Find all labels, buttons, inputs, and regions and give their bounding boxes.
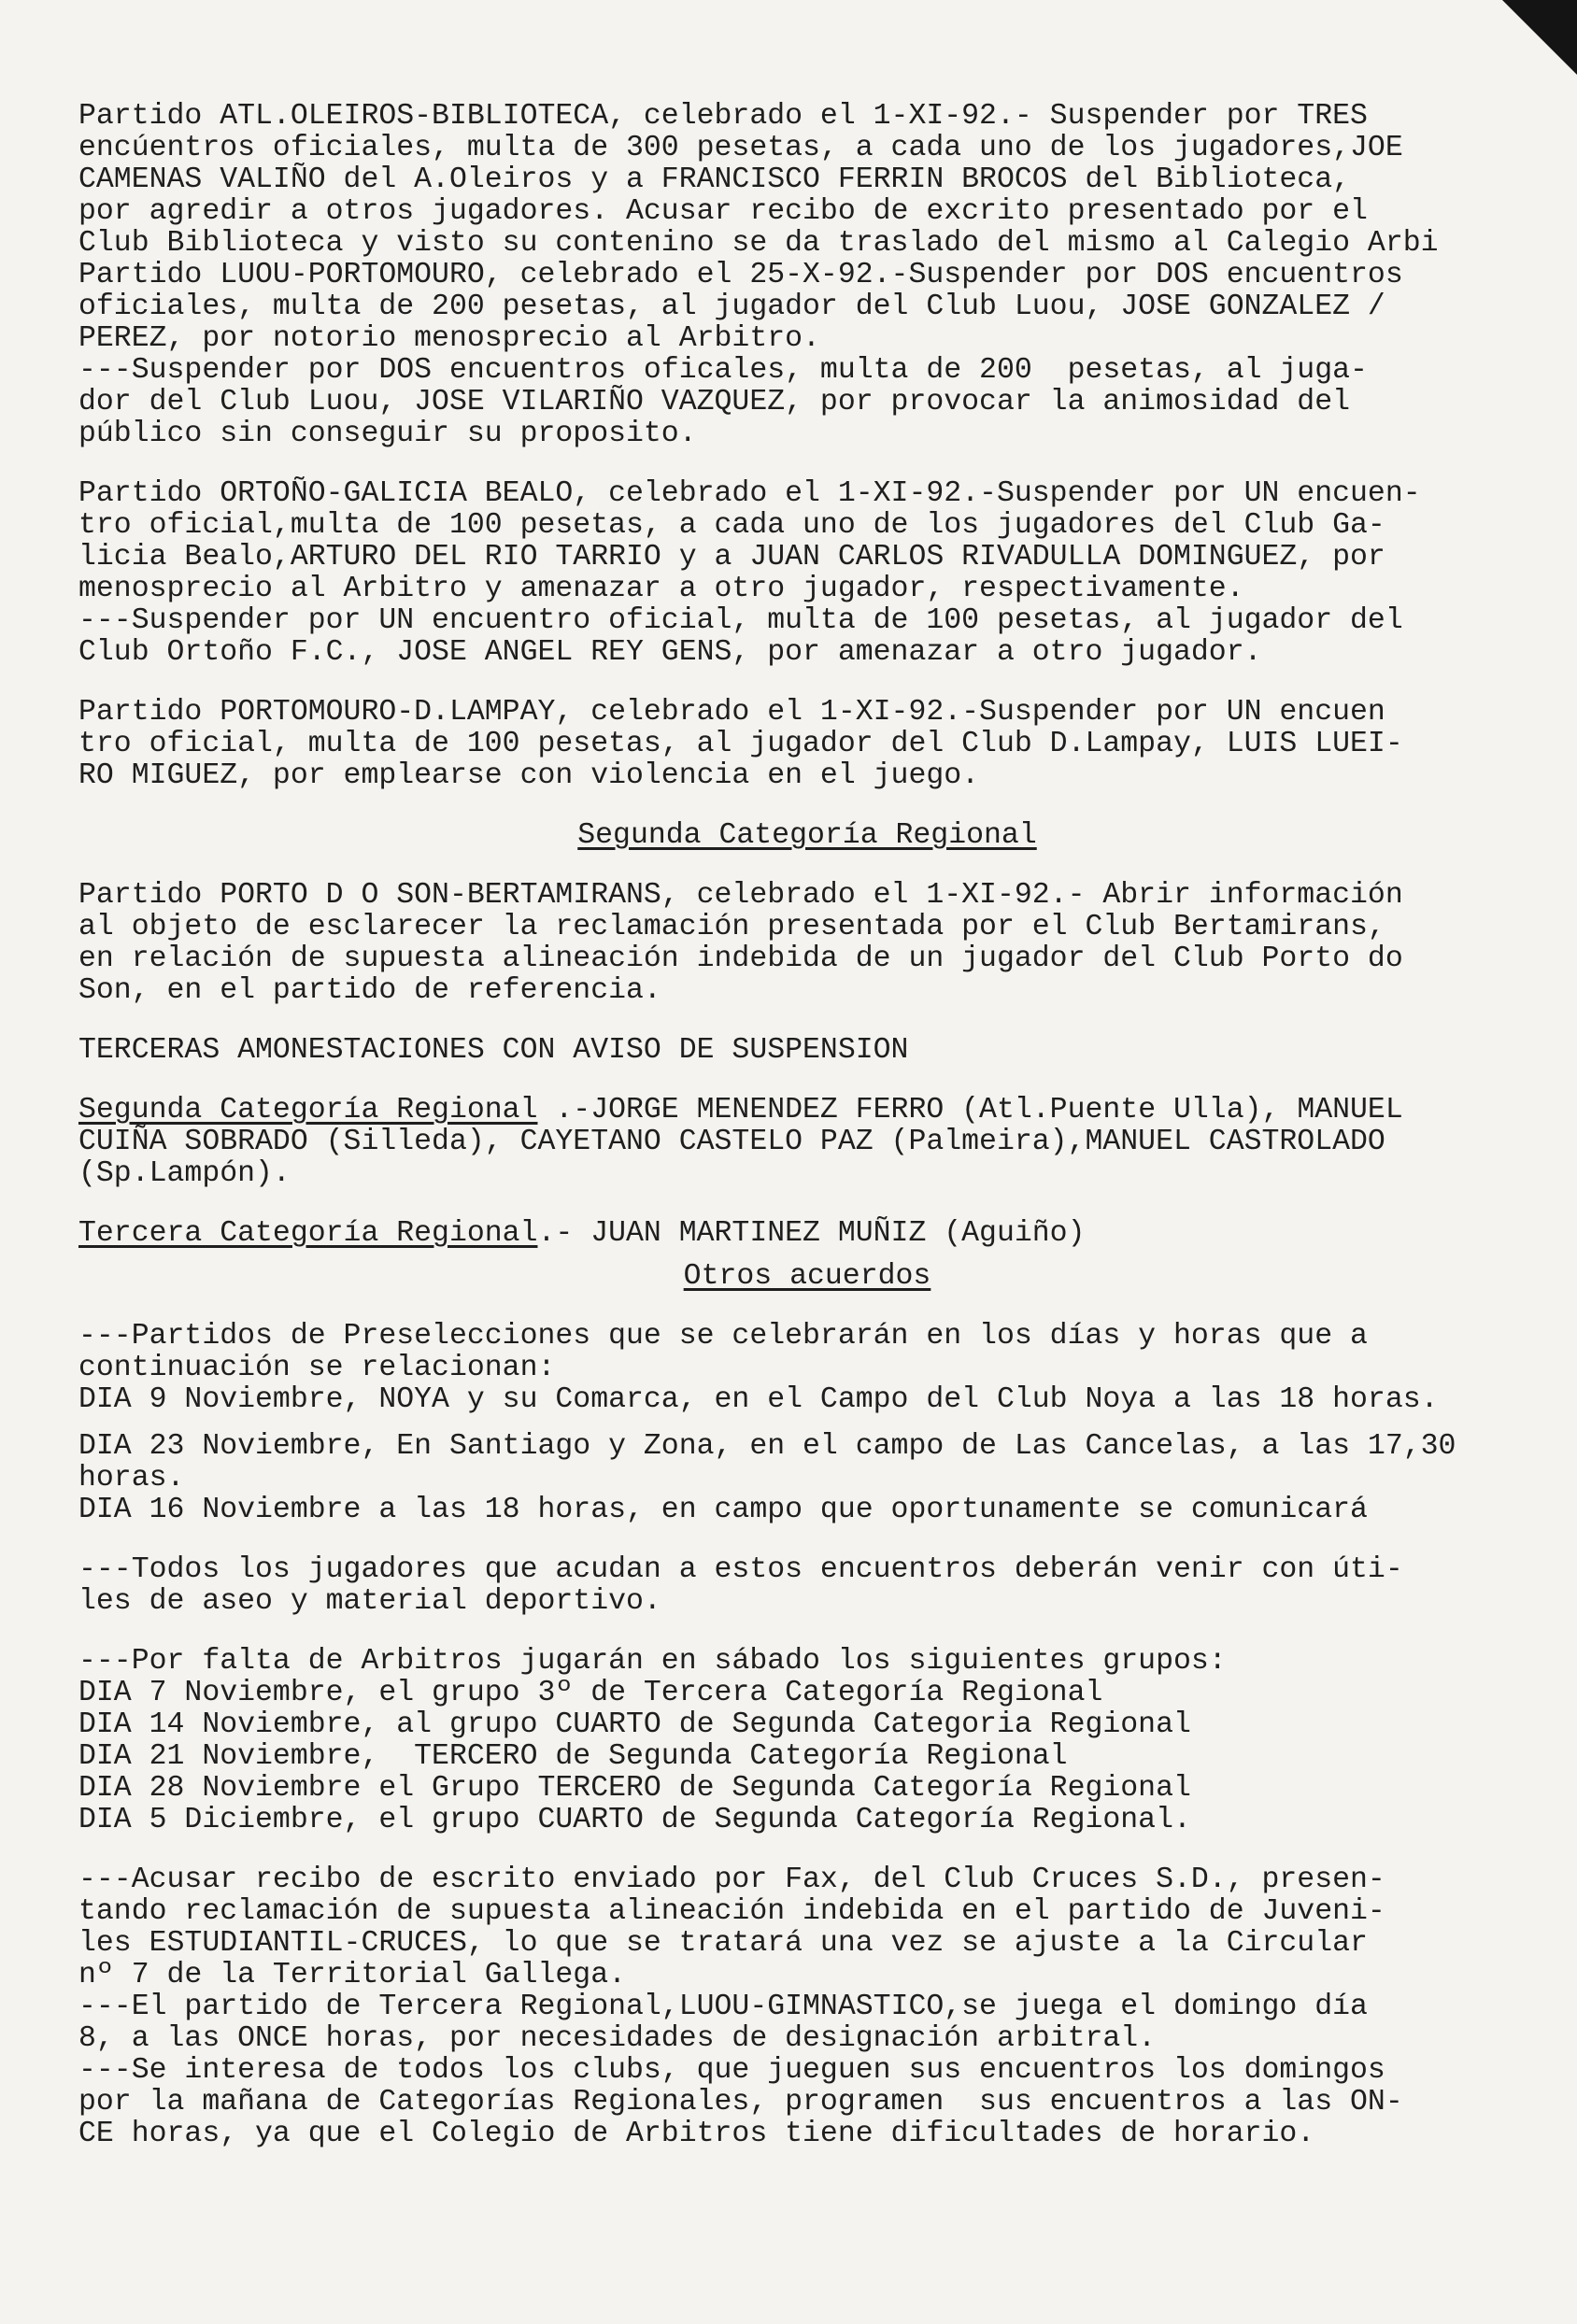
text-line: ---Suspender por UN encuentro oficial, multa de 100 pesetas, al jugador del: [78, 604, 1403, 637]
text-line: tro oficial,multa de 100 pesetas, a cada uno de los jugadores del Club Ga-: [78, 509, 1385, 542]
text-line: CE horas, ya que el Colegio de Arbitros tiene dificultades de horario.: [78, 2118, 1315, 2150]
section-heading-segunda: [78, 820, 1536, 852]
page-corner-mark: [1502, 0, 1577, 75]
text-line: ---Por falta de Arbitros jugarán en sábado los siguientes grupos:: [78, 1645, 1227, 1678]
text-line: DIA 28 Noviembre el Grupo TERCERO de Segunda Categoría Regional: [78, 1772, 1191, 1805]
text-line: Partido ORTOÑO-GALICIA BEALO, celebrado el 1-XI-92.-Suspender por UN encuen-: [78, 477, 1421, 510]
saturday-groups: [78, 1646, 1536, 1836]
text-line: continuación se relacionan:: [78, 1352, 556, 1384]
text-line: por la mañana de Categorías Regionales, programen sus encuentros a las ON-: [78, 2086, 1403, 2119]
text-line: Partido ATL.OLEIROS-BIBLIOTECA, celebrado el 1-XI-92.- Suspender por TRES: [78, 100, 1368, 133]
text-line: nº 7 de la Territorial Gallega.: [78, 1959, 626, 1991]
text-line: tro oficial, multa de 100 pesetas, al jugador del Club D.Lampay, LUIS LUEI-: [78, 728, 1403, 760]
sanction-ortono-galicia-bealo: [78, 478, 1536, 669]
text-line: Club Ortoño F.C., JOSE ANGEL REY GENS, por amenazar a otro jugador.: [78, 636, 1262, 669]
text-line: menosprecio al Arbitro y amenazar a otro jugador, respectivamente.: [78, 573, 1244, 605]
text-line: TERCERAS AMONESTACIONES CON AVISO DE SUSPENSION: [78, 1034, 909, 1067]
preselection-matches: [78, 1321, 1536, 1416]
warnings-category-label: Segunda Categoría Regional: [78, 1094, 538, 1127]
text-line: Son, en el partido de referencia.: [78, 974, 661, 1007]
text-line: Partido PORTOMOURO-D.LAMPAY, celebrado el 1-XI-92.-Suspender por UN encuen: [78, 696, 1385, 729]
sanction-portomouro-lampay: [78, 697, 1536, 792]
text-line: DIA 23 Noviembre, En Santiago y Zona, en el campo de Las Cancelas, a las 17,30: [78, 1430, 1456, 1463]
text-line: al objeto de esclarecer la reclamación presentada por el Club Bertamirans,: [78, 911, 1385, 943]
text-line: DIA 9 Noviembre, NOYA y su Comarca, en el Campo del Club Noya a las 18 horas.: [78, 1383, 1439, 1416]
text-line: DIA 5 Diciembre, el grupo CUARTO de Segunda Categoría Regional.: [78, 1804, 1191, 1836]
text-line: ---Se interesa de todos los clubs, que jueguen sus encuentros los domingos: [78, 2054, 1385, 2087]
text-line: en relación de supuesta alineación indebida de un jugador del Club Porto do: [78, 942, 1403, 975]
text-line: RO MIGUEZ, por emplearse con violencia en el juego.: [78, 759, 980, 792]
text-line: 8, a las ONCE horas, por necesidades de designación arbitral.: [78, 2022, 1157, 2055]
text-line: por agredir a otros jugadores. Acusar recibo de excrito presentado por el: [78, 195, 1368, 228]
text-line: encúentros oficiales, multa de 300 pesetas, a cada uno de los jugadores,JOE: [78, 132, 1403, 164]
preselection-matches-cont: [78, 1431, 1536, 1526]
text-line: les ESTUDIANTIL-CRUCES, lo que se tratará una vez se ajuste a la Circular: [78, 1927, 1368, 1960]
text-line: tando reclamación de supuesta alineación indebida en el partido de Juveni-: [78, 1895, 1385, 1928]
players-equipment-note: [78, 1554, 1536, 1618]
other-notices: [78, 1864, 1536, 2150]
info-porto-do-son-bertamirans: [78, 880, 1536, 1007]
text-line: dor del Club Luou, JOSE VILARIÑO VAZQUEZ, por provocar la animosidad del: [78, 386, 1351, 418]
text-line: ---Todos los jugadores que acudan a estos encuentros deberán venir con úti-: [78, 1553, 1403, 1586]
text-line: DIA 7 Noviembre, el grupo 3º de Tercera Categoría Regional: [78, 1677, 1103, 1709]
text-line: ---Acusar recibo de escrito enviado por Fax, del Club Cruces S.D., presen-: [78, 1863, 1385, 1896]
warnings-tercera: [78, 1218, 1536, 1250]
text-line: Partido LUOU-PORTOMOURO, celebrado el 25-X-92.-Suspender por DOS encuentros: [78, 259, 1403, 291]
text-line: horas.: [78, 1462, 185, 1495]
text-line: les de aseo y material deportivo.: [78, 1585, 661, 1618]
section-heading-text: Otros acuerdos: [683, 1260, 931, 1293]
text-line: PEREZ, por notorio menosprecio al Arbitro.: [78, 322, 820, 355]
text-line: ---Suspender por DOS encuentros oficales, multa de 200 pesetas, al juga-: [78, 354, 1368, 387]
section-heading-text: Segunda Categoría Regional: [577, 819, 1037, 852]
text-line: Partido PORTO D O SON-BERTAMIRANS, celebrado el 1-XI-92.- Abrir información: [78, 879, 1403, 912]
text-line: DIA 14 Noviembre, al grupo CUARTO de Segunda Categoria Regional: [78, 1708, 1191, 1741]
text-line: DIA 16 Noviembre a las 18 horas, en campo que oportunamente se comunicará: [78, 1494, 1368, 1526]
warnings-heading: [78, 1035, 1536, 1067]
text-line: ---El partido de Tercera Regional,LUOU-GIMNASTICO,se juega el domingo día: [78, 1991, 1368, 2023]
text-line: Club Biblioteca y visto su contenino se da traslado del mismo al Calegio Arbi: [78, 227, 1439, 260]
text-line: (Sp.Lampón).: [78, 1157, 291, 1190]
warnings-segunda: [78, 1095, 1536, 1190]
section-heading-otros: [78, 1261, 1536, 1293]
warnings-names: .- JUAN MARTINEZ MUÑIZ (Aguiño): [537, 1217, 1086, 1250]
text-line: ---Partidos de Preselecciones que se celebrarán en los días y horas que a: [78, 1320, 1368, 1353]
text-line: licia Bealo,ARTURO DEL RIO TARRIO y a JUAN CARLOS RIVADULLA DOMINGUEZ, por: [78, 541, 1385, 574]
warnings-category-label: Tercera Categoría Regional: [78, 1217, 538, 1250]
text-line: [78, 1218, 1536, 1250]
text-line: DIA 21 Noviembre, TERCERO de Segunda Categoría Regional: [78, 1740, 1068, 1773]
document-body: [78, 101, 1536, 2150]
text-line: oficiales, multa de 200 pesetas, al jugador del Club Luou, JOSE GONZALEZ /: [78, 290, 1385, 323]
text-line: [78, 1095, 1536, 1127]
text-line: CAMENAS VALIÑO del A.Oleiros y a FRANCISCO FERRIN BROCOS del Biblioteca,: [78, 163, 1351, 196]
text-line: CUIÑA SOBRADO (Silleda), CAYETANO CASTELO PAZ (Palmeira),MANUEL CASTROLADO: [78, 1126, 1385, 1158]
text-line: público sin conseguir su proposito.: [78, 418, 697, 450]
warnings-names: .-JORGE MENENDEZ FERRO (Atl.Puente Ulla), MANUEL: [537, 1094, 1403, 1127]
sanction-oleiros-biblioteca-luou: [78, 101, 1536, 450]
